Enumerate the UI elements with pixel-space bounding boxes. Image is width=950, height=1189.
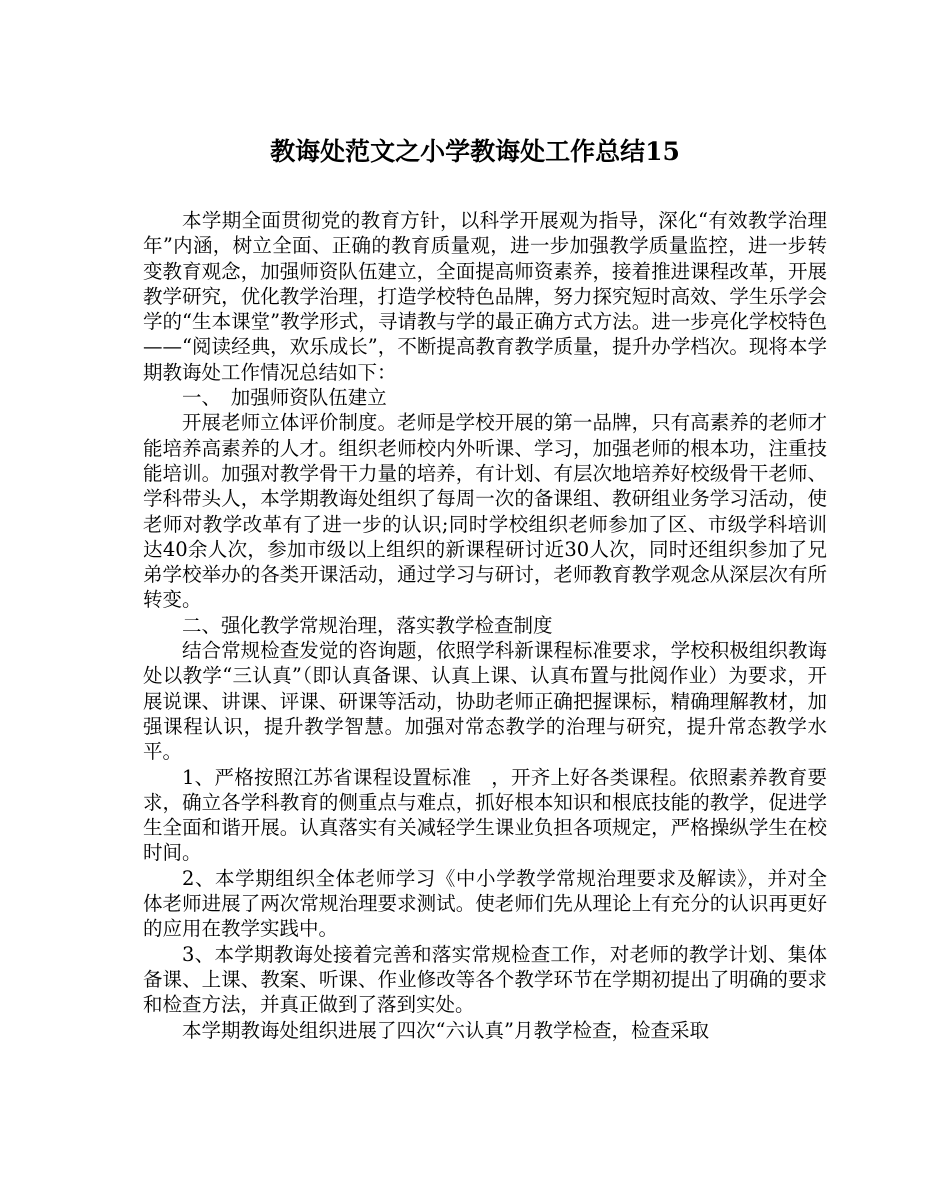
document-body	[143, 208, 827, 1043]
section-heading-1: 一、 加强师资队伍建立	[182, 386, 387, 410]
list-item-3: 3、本学期教诲处接着完善和落实常规检查工作，对老师的教学计划、集体备课、上课、教案、听课、作业修改等各个教学环节在学期初提出了明确的要求和检查方法，并真正做到了落到实处。	[143, 942, 827, 1017]
paragraph-monthly-inspection: 本学期教诲处组织进展了四次“六认真”月教学检查，检查采取	[182, 1018, 709, 1042]
section-heading-2: 二、强化教学常规治理，落实教学检查制度	[182, 613, 553, 637]
list-item-1: 1、严格按照江苏省课程设置标准 ，开齐上好各类课程。依照素养教育要求，确立各学科教育的侧重点与难点，抓好根本知识和根底技能的教学，促进学生全面和谐开展。认真落实有关减轻学生课业负担各项规定，严格操纵学生在校时间。	[143, 765, 827, 865]
document-title: 教诲处范文之小学教诲处工作总结15	[270, 137, 680, 166]
paragraph-intro: 本学期全面贯彻党的教育方针，以科学开展观为指导，深化“有效教学治理年”内涵，树立全面、正确的教育质量观，进一步加强教学质量监控，进一步转变教育观念，加强师资队伍建立，全面提高师资素养，接着推进课程改革，开展教学研究，优化教学治理，打造学校特色品牌，努力探究短时高效、学生乐学会学的“生本课堂”教学形式，寻请教与学的最正确方式方法。进一步亮化学校特色——“阅读经典，欢乐成长”，不断提高教育教学质量，提升办学档次。现将本学期教诲处工作情况总结如下：	[143, 209, 827, 384]
paragraph-routine-management: 结合常规检查发觉的咨询题，依照学科新课程标准要求，学校积极组织教诲处以教学“三认真”（即认真备课、认真上课、认真布置与批阅作业）为要求，开展说课、讲课、评课、研课等活动，协助老师正确把握课标，精确理解教材，加强课程认识，提升教学智慧。加强对常态教学的治理与研究，提升常态教学水平。	[143, 639, 827, 764]
list-item-2: 2、本学期组织全体老师学习《中小学教学常规治理要求及解读》，并对全体老师进展了两次常规治理要求测试。使老师们先从理论上有充分的认识再更好的应用在教学实践中。	[143, 866, 827, 941]
paragraph-teacher-training: 开展老师立体评价制度。老师是学校开展的第一品牌，只有高素养的老师才能培养高素养的人才。组织老师校内外听课、学习，加强老师的根本功，注重技能培训。加强对教学骨干力量的培养，有计划、有层次地培养好校级骨干老师、学科带头人，本学期教诲处组织了每周一次的备课组、教研组业务学习活动，使老师对教学改革有了进一步的认识;同时学校组织老师参加了区、市级学科培训达40余人次，参加市级以上组织的新课程研讨近30人次，同时还组织参加了兄弟学校举办的各类开课活动，通过学习与研讨，老师教育教学观念从深层次有所转变。	[143, 411, 827, 612]
